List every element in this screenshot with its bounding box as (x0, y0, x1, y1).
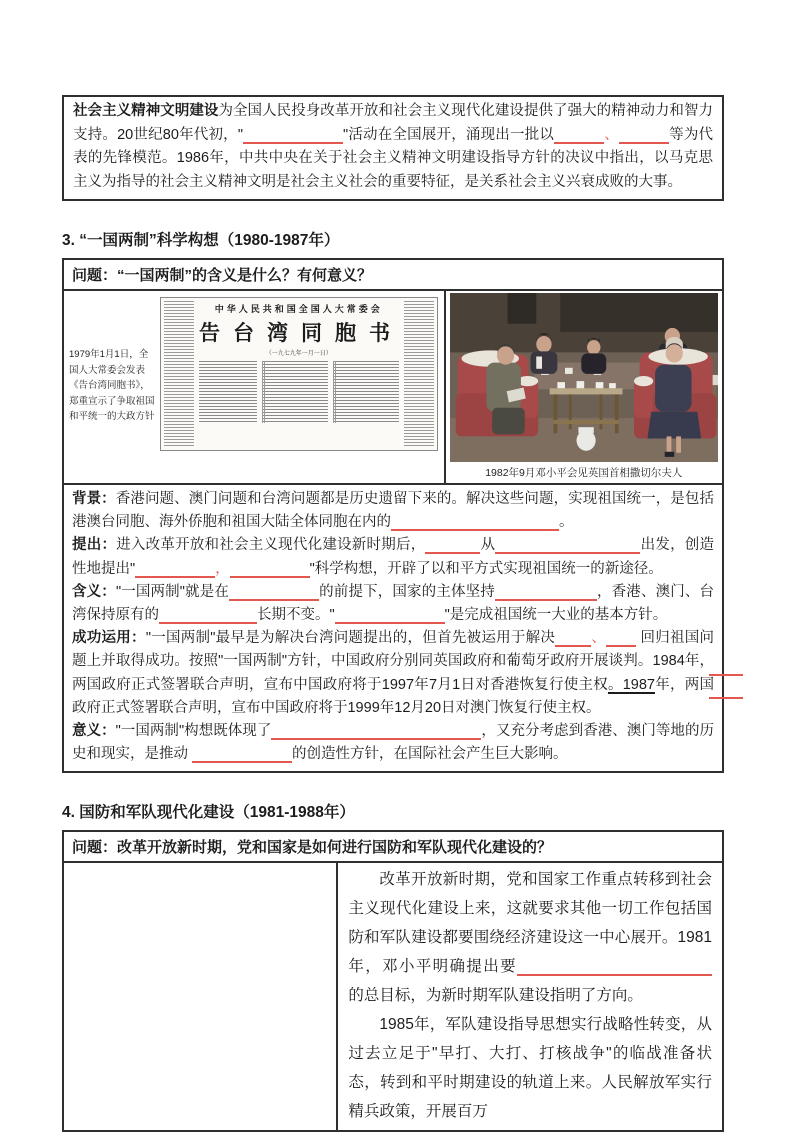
fill-in-blank (192, 747, 292, 764)
section3-image-row (64, 291, 722, 485)
newspaper-dateline: （一九七九年一月一日） (265, 351, 332, 357)
fill-in-blank (495, 584, 597, 601)
newspaper-body (199, 361, 399, 423)
newspaper-text-column-icon (262, 361, 328, 423)
meeting-photo-illustration (450, 293, 718, 462)
fill-in-blank (335, 608, 445, 625)
newspaper-title: 告台湾同胞书 (199, 321, 403, 345)
section4-question-row: 问题：改革开放新时期，党和国家是如何进行国防和军队现代化建设的？ (64, 832, 722, 863)
fill-in-blank (495, 538, 640, 555)
section3-question-row: 问题：“一国两制”的含义是什么？有何意义？ (64, 260, 722, 291)
section4-heading: 4. 国防和军队现代化建设（1981-1988年） (62, 804, 355, 822)
fill-in-blank (606, 631, 636, 648)
section3-text-block (64, 485, 722, 771)
fill-in-blank (391, 515, 559, 532)
newspaper-text-column-icon (164, 301, 194, 447)
newspaper-head (199, 298, 403, 357)
newspaper-cell (64, 291, 446, 483)
paragraph-background: 背景：香港问题、澳门问题和台湾问题都是历史遗留下来的。解决这些问题，实现祖国统一，是包括港澳台同胞、海外侨胞和祖国大陆全体同胞在内的 。 (72, 491, 714, 531)
newspaper-text-column-icon (333, 361, 399, 423)
fill-in-blank (229, 584, 319, 601)
paragraph-proposal: 提出：进入改革开放和社会主义现代化建设新时期后， 从 出发，创造性地提出" ， "科学构想，开辟了以和平方式实现祖国统一的新途径。 (72, 537, 715, 577)
paragraph-meaning: 含义："一国两制"就是在 的前提下，国家的主体坚持 ，香港、澳门、台湾保持原有的 长期不变。" "是完成祖国统一大业的基本方针。 (72, 583, 715, 624)
fill-in-blank (271, 724, 481, 741)
margin-blank-line (709, 697, 743, 699)
fill-in-blank (425, 538, 480, 555)
fill-in-blank (555, 631, 591, 648)
newspaper-masthead: 中华人民共和国全国人大常委会 (214, 304, 383, 314)
intro-paragraph: 社会主义精神文明建设为全国人民投身改革开放和社会主义现代化建设提供了强大的精神动力和智力支持。20世纪80年代初，" "活动在全国展开，涌现出一批以 、 等为代表的先锋模范。1986年，中共中央在关于社会主义精神文明建设指导方针的决议中指出，以马克思主义为指导的社会主义精神文明是社会主义社会的重要特征，是关系社会主义兴衰成败的大事。 (73, 103, 714, 190)
newspaper-image (160, 297, 438, 451)
section3-table (62, 258, 724, 773)
newspaper-caption: 1979年1月1日，全国人大常委会发表《告台湾同胞书》，郑重宣示了争取祖国和平统一的大政方针 (69, 349, 155, 422)
fill-in-blank (243, 127, 343, 144)
fill-in-blank (230, 561, 310, 578)
spiritual-civilization-box (62, 95, 724, 201)
fill-in-blank (135, 561, 215, 578)
meeting-photo (450, 293, 718, 462)
section4-content-row (64, 863, 722, 1130)
section4-table (62, 830, 724, 1132)
fill-in-blank (159, 608, 257, 625)
margin-blank-line (709, 674, 743, 676)
paragraph-defense-1: 改革开放新时期，党和国家工作重点转移到社会主义现代化建设上来，这就要求其他一切工作包括国防和军队建设都要围绕经济建设这一中心展开。1981年，邓小平明确提出要的总目标，为新时期军队建设指明了方向。 (348, 871, 712, 1005)
section3-heading: 3. “一国两制”科学构想（1980-1987年） (62, 232, 340, 249)
section4-text-cell (338, 863, 722, 1130)
paragraph-defense-2: 1985年，军队建设指导思想实行战略性转变，从过去立足于"早打、大打、打核战争"的临战准备状态，转到和平时期建设的轨道上来。人民解放军实行精兵政策，开展百万 (348, 1016, 712, 1121)
document-page (62, 0, 724, 1132)
section4-empty-cell (64, 863, 338, 1130)
newspaper-text-column-icon (404, 301, 434, 447)
photo-caption: 1982年9月邓小平会见英国首相撒切尔夫人 (485, 467, 683, 479)
photo-cell (446, 291, 722, 483)
newspaper-text-column-icon (199, 361, 257, 423)
fill-in-blank (554, 127, 604, 144)
paragraph-application: 成功运用："一国两制"最早是为解决台湾问题提出的，但首先被运用于解决 、 回归祖国问题上并取得成功。按照"一国两制"方针，中国政府分别同英国政府和葡萄牙政府开展谈判。1984年，两国政府正式签署联合声明，宣布中国政府将于1997年7月1日对香港恢复行使主权。1987年，两国政府正式签署联合声明，宣布中国政府将于1999年12月20日对澳门恢复行使主权。 (72, 630, 715, 716)
fill-in-blank (517, 959, 712, 977)
fill-in-blank (619, 127, 669, 144)
paragraph-significance: 意义："一国两制"构想既体现了 ，又充分考虑到香港、澳门等地的历史和现实，是推动 的创造性方针，在国际社会产生巨大影响。 (72, 723, 715, 763)
